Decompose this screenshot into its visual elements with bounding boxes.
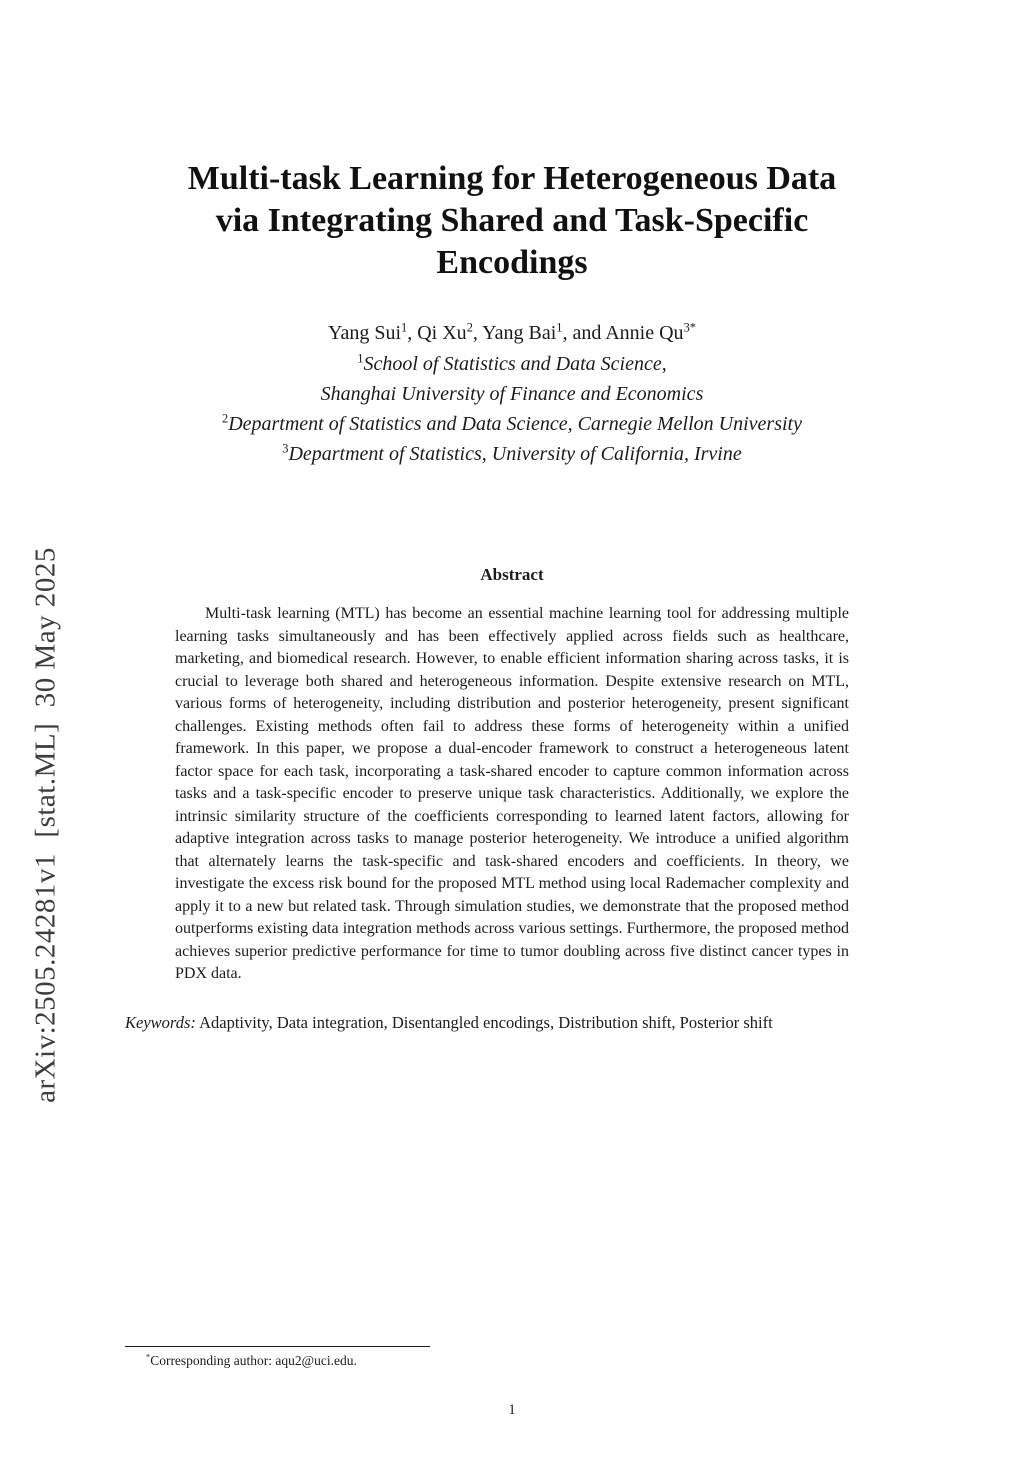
- affiliation-line: [125, 349, 899, 379]
- footnote-text: Corresponding author: aqu2@uci.edu.: [150, 1353, 357, 1368]
- affiliation-text: Department of Statistics, University of California, Irvine: [288, 443, 742, 466]
- affiliation-line: [125, 439, 899, 469]
- affiliation-line: [125, 379, 899, 409]
- author-name: Yang Bai: [482, 322, 557, 345]
- affiliation-text: Shanghai University of Finance and Economics: [320, 383, 704, 406]
- author-superscript: 1: [401, 320, 408, 335]
- title-line-2: via Integrating Shared and Task-Specific: [215, 202, 809, 240]
- author-superscript: 3*: [683, 320, 696, 335]
- keywords-text: Adaptivity, Data integration, Disentangled encodings, Distribution shift, Posterior shift: [195, 1013, 773, 1033]
- author-line: [125, 322, 899, 345]
- author-name: Annie Qu: [605, 322, 684, 345]
- author-name: Qi Xu: [417, 322, 467, 345]
- author-superscript: 1: [556, 320, 563, 335]
- affiliation-text: Department of Statistics and Data Science, Carnegie Mellon University: [228, 413, 802, 436]
- page-number: 1: [508, 1402, 516, 1418]
- affiliation-superscript: 1: [357, 351, 364, 366]
- abstract-heading: Abstract: [480, 565, 544, 585]
- author-superscript: 2: [466, 320, 473, 335]
- affiliation-superscript: 3: [282, 441, 289, 456]
- author-name: Yang Sui: [328, 322, 402, 345]
- author-separator: ,: [407, 322, 418, 345]
- footnote-marker: *: [146, 1352, 151, 1362]
- footnote: [146, 1353, 357, 1369]
- arxiv-watermark: arXiv:2505.24281v1 [stat.ML] 30 May 2025: [29, 547, 62, 1103]
- affiliations-block: [125, 349, 899, 469]
- title-line-1: Multi-task Learning for Heterogeneous Data: [187, 160, 837, 197]
- affiliation-superscript: 2: [222, 411, 229, 426]
- footnote-rule: [125, 1346, 430, 1347]
- title-line-3: Encodings: [436, 244, 588, 282]
- keywords-label: Keywords:: [125, 1013, 196, 1033]
- abstract-text: Multi-task learning (MTL) has become an essential machine learning tool for addressing multiple learning tasks simultaneously and has been effectively applied across fields such as healthcare, marketing, and biomedical research. However, to enable efficient information sharing across tasks, it is crucial to leverage both shared and heterogeneous information. Despite extensive research on MTL, various forms of heterogeneity, including distribution and posterior heterogeneity, present significant challenges. Existing methods often fail to address these forms of heterogeneity within a unified framework. In this paper, we propose a dual-encoder framework to construct a heterogeneous latent factor space for each task, incorporating a task-shared encoder to capture common information across tasks and a task-specific encoder to preserve unique task characteristics. Additionally, we explore the intrinsic similarity structure of the coefficients corresponding to learned latent factors, allowing for adaptive integration across tasks to manage posterior heterogeneity. We introduce a unified algorithm that alternately learns the task-specific and task-shared encoders and coefficients. In theory, we investigate the excess risk bound for the proposed MTL method using local Rademacher complexity and apply it to a new but related task. Through simulation studies, we demonstrate that the proposed method outperforms existing data integration methods across various settings. Furthermore, the proposed method achieves superior predictive performance for time to tumor doubling across five distinct cancer types in PDX data.: [175, 605, 849, 982]
- author-separator: , and: [562, 322, 606, 345]
- keywords-line: [125, 1011, 899, 1036]
- affiliation-text: School of Statistics and Data Science,: [363, 353, 667, 376]
- paper-page: [0, 158, 1024, 1036]
- affiliation-line: [125, 409, 899, 439]
- author-separator: ,: [472, 322, 483, 345]
- paper-title: [125, 158, 899, 284]
